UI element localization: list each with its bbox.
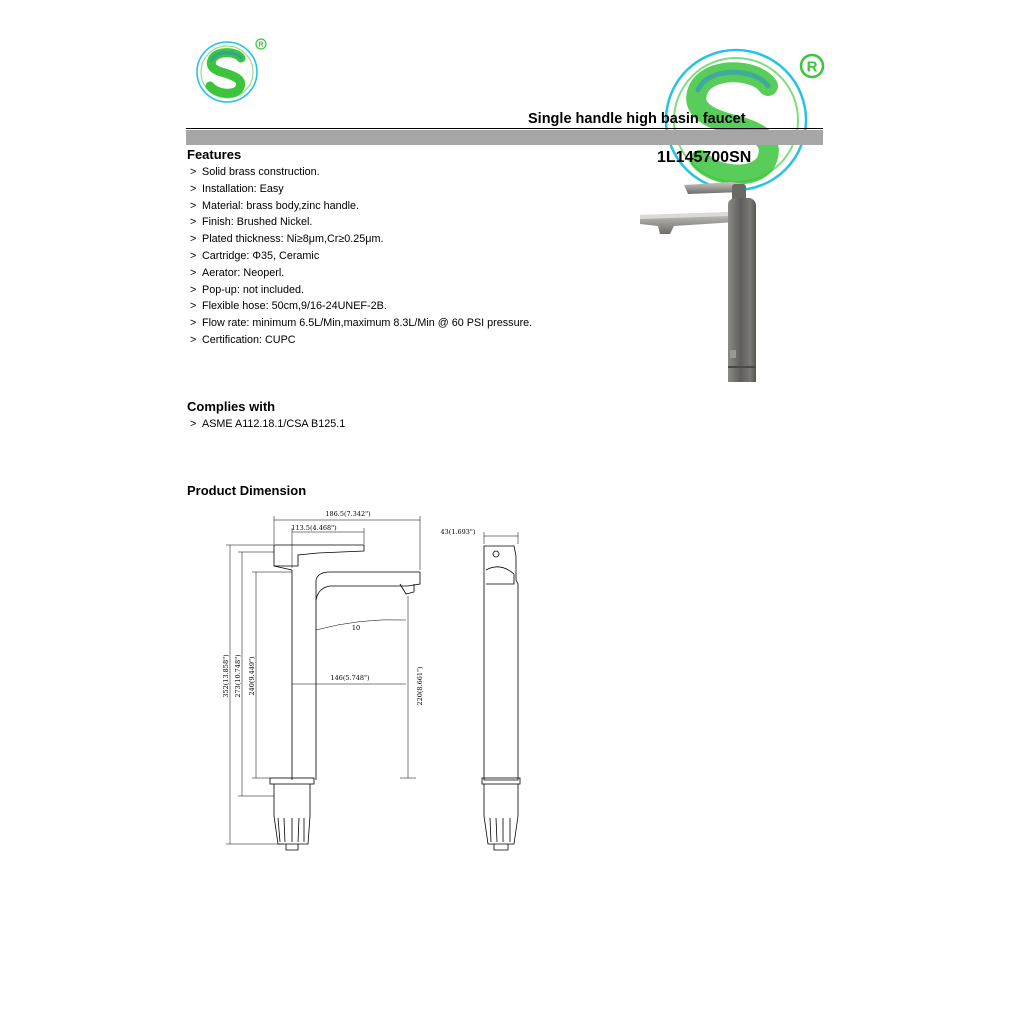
total-height-label: 352(13.858") xyxy=(222,654,230,698)
header-bar xyxy=(186,130,823,145)
complies-list xyxy=(190,416,345,433)
features-list xyxy=(190,164,532,349)
list-item: > Solid brass construction. xyxy=(190,166,320,178)
side-view xyxy=(482,546,520,850)
list-item: > Flexible hose: 50cm,9/16-24UNEF-2B. xyxy=(190,300,387,313)
list-item: > Installation: Easy xyxy=(190,182,284,195)
complies-heading: Complies with xyxy=(187,399,276,414)
dimension-heading: Product Dimension xyxy=(187,483,307,498)
body-height-label: 273(10.748") xyxy=(234,654,242,698)
list-item: > Plated thickness: Ni≥8μm,Cr≥0.25μm. xyxy=(190,233,384,246)
svg-text:R: R xyxy=(806,58,818,76)
angle-label: 10 xyxy=(351,624,361,632)
list-item: > ASME A112.18.1/CSA B125.1 xyxy=(190,418,346,430)
brand-logo xyxy=(194,36,272,111)
spout-height-label: 220(8.661") xyxy=(416,666,424,706)
list-item: > Finish: Brushed Nickel. xyxy=(190,216,313,229)
side-depth-label: 43(1.693") xyxy=(440,528,476,536)
features-heading: Features xyxy=(187,147,242,162)
spout-reach-label: 146(5.748") xyxy=(330,674,370,682)
overall-reach-label: 186.5(7.342") xyxy=(325,510,371,518)
list-item: > Aerator: Neoperl. xyxy=(190,266,285,279)
list-item: > Cartridge: Φ35, Ceramic xyxy=(190,249,320,262)
faucet-product-image xyxy=(632,160,782,395)
front-view xyxy=(270,545,420,850)
svg-text:R: R xyxy=(258,41,264,49)
list-item: > Pop-up: not included. xyxy=(190,283,305,296)
list-item: > Certification: CUPC xyxy=(190,333,296,346)
product-title: Single handle high basin faucet xyxy=(528,111,746,127)
model-number: 1L145700SN xyxy=(657,149,752,166)
handle-reach-label: 113.5(4.468") xyxy=(291,524,337,532)
list-item: > Material: brass body,zinc handle. xyxy=(190,199,360,212)
list-item: > Flow rate: minimum 6.5L/Min,maximum 8.3L/Min @ 60 PSI pressure. xyxy=(190,317,533,330)
dimension-drawing xyxy=(200,500,560,865)
header-rule xyxy=(186,128,823,129)
deck-height-label: 240(9.449") xyxy=(248,656,256,696)
